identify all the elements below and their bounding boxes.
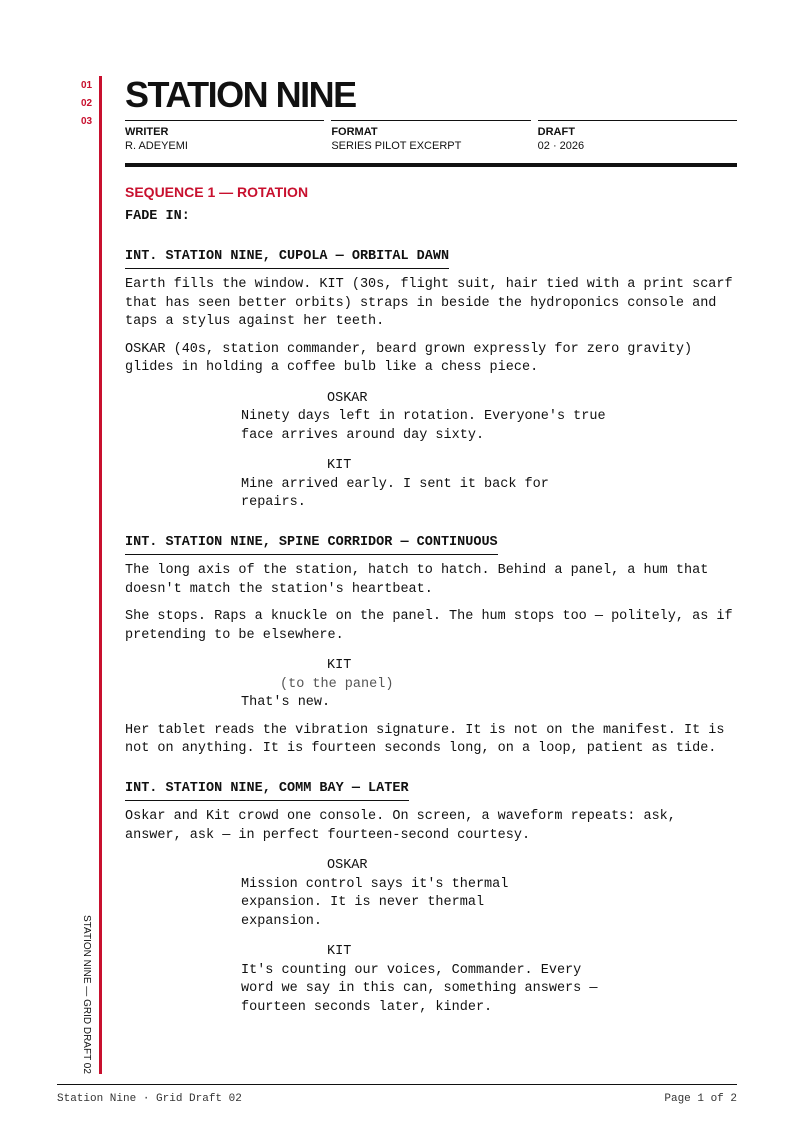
character-cue: KIT bbox=[327, 944, 352, 959]
character-cue: KIT bbox=[327, 658, 352, 673]
action-line: Earth fills the window. KIT (30s, flight suit, hair tied with a print scarf that has seen better orbits) straps in beside the hydroponics console and taps a stylus against her teeth. bbox=[125, 277, 733, 329]
draft-block bbox=[538, 120, 737, 153]
footer-title: Station Nine · Grid Draft 02 bbox=[57, 1093, 242, 1105]
character-cue: OSKAR bbox=[327, 858, 368, 873]
action-line: The long axis of the station, hatch to hatch. Behind a panel, a hum that doesn't match the station's heartbeat. bbox=[125, 563, 709, 597]
format-value: SERIES PILOT EXCERPT bbox=[331, 140, 462, 152]
dialogue: Mission control says it's thermal expansion. It is never thermal expansion. bbox=[241, 876, 509, 929]
sequence-heading: SEQUENCE 1 — ROTATION bbox=[125, 184, 309, 200]
writer-value: R. ADEYEMI bbox=[125, 140, 188, 152]
line-number: 03 bbox=[81, 116, 93, 127]
transition: FADE IN: bbox=[125, 209, 190, 224]
format-label: FORMAT bbox=[331, 126, 378, 138]
action-line: Her tablet reads the vibration signature. It is not on the manifest. It is not on anything. It is fourteen seconds long, on a loop, patient as tide. bbox=[125, 722, 725, 756]
slug-line: INT. STATION NINE, CUPOLA — ORBITAL DAWN bbox=[125, 248, 449, 270]
writer-block bbox=[125, 120, 324, 153]
line-numbers bbox=[81, 77, 95, 131]
line-number: 02 bbox=[81, 98, 93, 109]
draft-label: DRAFT bbox=[537, 126, 575, 138]
dialogue: It's counting our voices, Commander. Every word we say in this can, something answers — fourteen seconds later, kinder. bbox=[241, 962, 598, 1015]
slug-line: INT. STATION NINE, SPINE CORRIDOR — CONTINUOUS bbox=[125, 534, 498, 556]
scene-heading bbox=[125, 780, 737, 802]
action-line: OSKAR (40s, station commander, beard grown expressly for zero gravity) glides in holding a coffee bulb like a chess piece. bbox=[125, 341, 693, 375]
scene-heading bbox=[125, 248, 737, 270]
slug-line: INT. STATION NINE, COMM BAY — LATER bbox=[125, 780, 409, 802]
page-number: Page 1 of 2 bbox=[664, 1093, 737, 1105]
footer-rule bbox=[57, 1084, 737, 1085]
parenthetical: (to the panel) bbox=[280, 676, 394, 692]
character-cue: OSKAR bbox=[327, 390, 368, 406]
action-line: Oskar and Kit crowd one console. On screen, a waveform repeats: ask, answer, ask — in perfect fourteen-second courtesy. bbox=[125, 809, 676, 843]
action-line: She stops. Raps a knuckle on the panel. The hum stops too — politely, as if pretending to be elsewhere. bbox=[125, 609, 733, 643]
dialogue: Ninety days left in rotation. Everyone's true face arrives around day sixty. bbox=[241, 409, 606, 443]
line-number: 01 bbox=[81, 80, 93, 91]
format-block bbox=[331, 120, 530, 153]
draft-value: 02 · 2026 bbox=[537, 140, 585, 152]
page-title: STATION NINE bbox=[125, 74, 356, 115]
scene-heading bbox=[125, 534, 737, 556]
dialogue: That's new. bbox=[241, 695, 331, 710]
character-cue: KIT bbox=[327, 458, 352, 473]
side-label: STATION NINE — GRID DRAFT 02 bbox=[81, 915, 92, 1074]
script-page bbox=[125, 72, 737, 1017]
writer-label: WRITER bbox=[125, 126, 169, 138]
dialogue: Mine arrived early. I sent it back for repairs. bbox=[241, 476, 549, 510]
margin-red-rule bbox=[99, 76, 102, 1074]
title-meta bbox=[125, 120, 737, 153]
header-rule bbox=[125, 163, 737, 167]
